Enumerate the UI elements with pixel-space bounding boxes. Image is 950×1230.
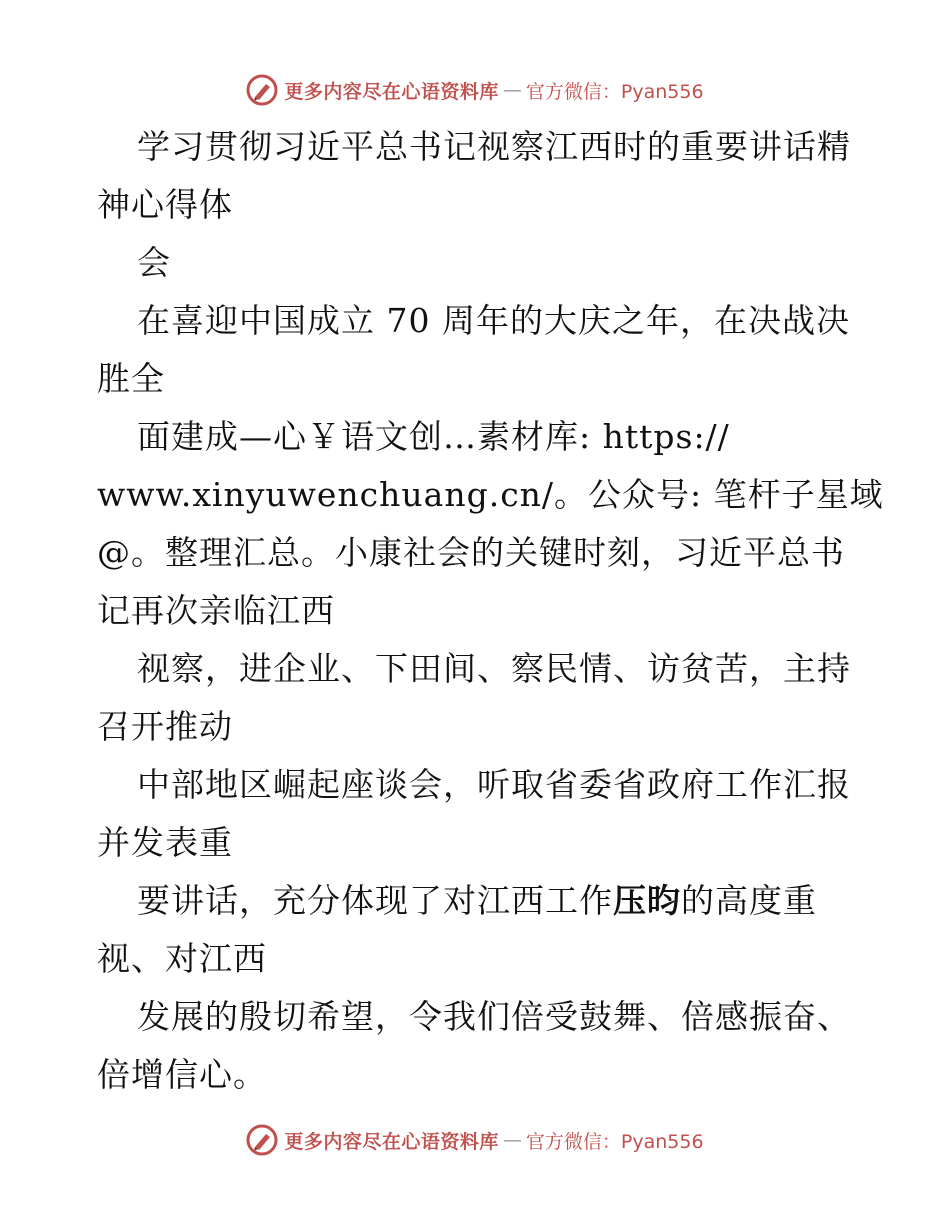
paragraph-line: @。整理汇总。小康社会的关键时刻，习近平总书	[97, 533, 845, 572]
banner-wechat: 官方微信：Pyan556	[525, 1130, 704, 1153]
paragraph-line: 会	[137, 243, 171, 282]
paragraph-line: 中部地区崛起座谈会，听取省委省政府工作汇报	[137, 765, 851, 804]
document-body	[97, 118, 884, 1104]
banner-separator: —	[502, 79, 522, 101]
paragraph-line: 并发表重	[97, 823, 233, 862]
banner-separator: —	[502, 1129, 522, 1151]
paragraph-line: 在喜迎中国成立 70 周年的大庆之年，在决战决	[137, 301, 850, 340]
pen-logo-icon	[246, 74, 278, 106]
highlight-text: 压昀	[613, 881, 681, 920]
line-suffix: 的高度重	[681, 881, 817, 920]
line-prefix: 要讲话，充分体现了对江西工作	[137, 881, 613, 920]
header-banner	[0, 72, 950, 108]
paragraph-line: 学习贯彻习近平总书记视察江西时的重要讲话精	[137, 127, 851, 166]
paragraph-line: 神心得体	[97, 185, 233, 224]
paragraph-line: 胜全	[97, 359, 165, 398]
paragraph-line: 召开推动	[97, 707, 233, 746]
paragraph-line: 记再次亲临江西	[97, 591, 335, 630]
footer-banner	[0, 1122, 950, 1158]
paragraph-line: 面建成—心￥语文创…素材库: https://	[137, 417, 730, 456]
paragraph-line	[97, 872, 857, 930]
banner-text: 更多内容尽在心语资料库	[284, 80, 499, 103]
paragraph-line: 视察，进企业、下田间、察民情、访贫苦，主持	[137, 649, 851, 688]
banner-wechat: 官方微信：Pyan556	[525, 80, 704, 103]
paragraph-line: 发展的殷切希望，令我们倍受鼓舞、倍感振奋、	[137, 997, 851, 1036]
paragraph-line: www.xinyuwenchuang.cn/。公众号: 笔杆子星域	[97, 475, 884, 514]
paragraph-line: 视、对江西	[97, 939, 267, 978]
paragraph-line: 倍增信心。	[97, 1055, 267, 1094]
banner-text: 更多内容尽在心语资料库	[284, 1130, 499, 1153]
pen-logo-icon	[246, 1124, 278, 1156]
